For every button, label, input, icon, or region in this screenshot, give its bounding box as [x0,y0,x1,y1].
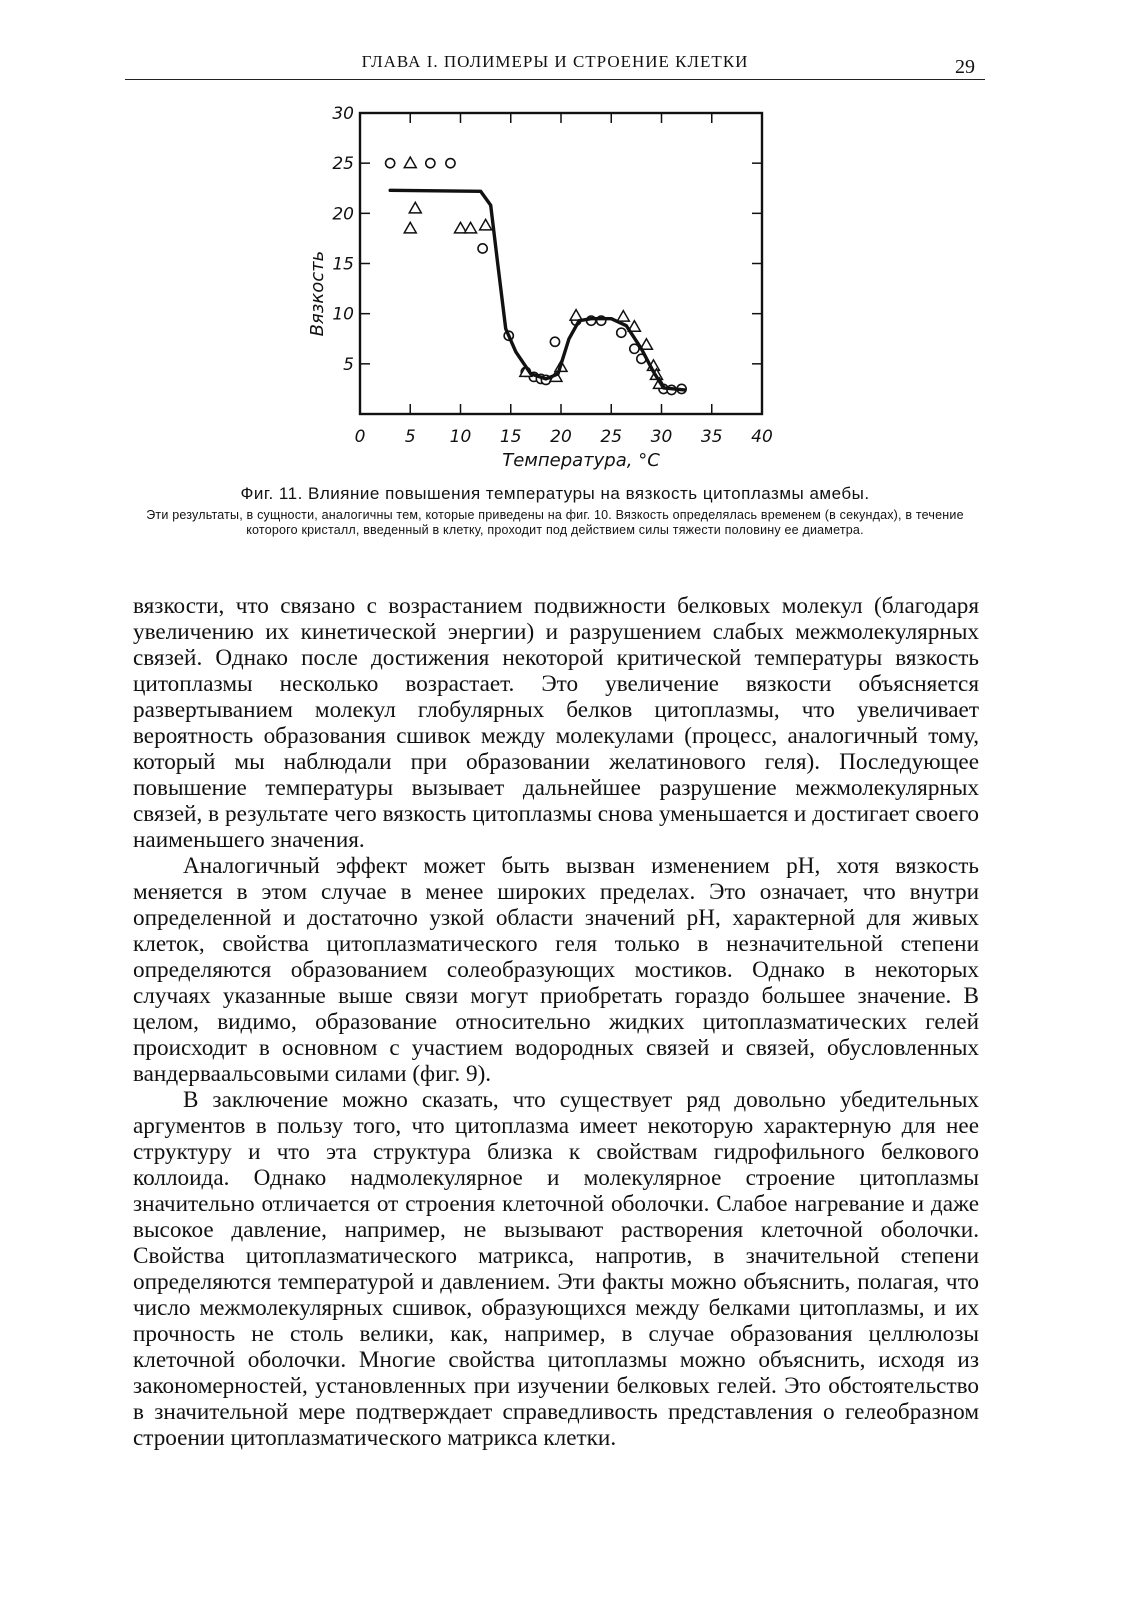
x-tick-label: 40 [751,427,773,447]
paragraph-2: Аналогичный эффект может быть вызван изменением pH, хотя вязкость меняется в этом случае в менее широких пределах. Это означает, что внутри определенной и достаточно узкой области значений pH, характерной для живых клеток, свойства цитоплазматического геля только в незначительной степени определяются образованием солеобразующих мостиков. Однако в некоторых случаях указанные выше связи могут приобретать гораздо большее значение. В целом, видимо, образование относительно жидких цитоплазматических гелей происходит в основном с участием водородных связей и связей, обусловленных вандерваальсовыми силами (фиг. 9). [133,853,979,1087]
running-title: ГЛАВА I. ПОЛИМЕРЫ И СТРОЕНИЕ КЛЕТКИ [361,52,749,71]
caption-label: Фиг. 11. [240,484,303,503]
y-tick-label: 25 [332,154,354,175]
x-tick-label: 15 [499,427,522,447]
x-tick-label: 20 [550,427,572,447]
triangle-point [617,311,629,322]
y-tick-label: 20 [332,204,354,225]
y-tick-label: 10 [332,304,354,325]
y-tick-label: 30 [332,104,354,124]
triangle-point [465,222,477,233]
x-tick-label: 5 [404,427,416,447]
x-axis-label: Температура, °С [502,450,660,471]
header-rule [125,79,985,80]
circle-point [617,328,626,337]
caption-note: Эти результаты, в сущности, аналогичны тем, которые приведены на фиг. 10. Вязкость определялась временем (в секундах), в течение которого кристалл, введенный в клетку, проходит под действием силы тяжести половину ее диаметра. [146,508,964,537]
circle-point [550,337,559,346]
circle-point [478,244,487,253]
triangle-point [570,310,582,321]
page-number: 29 [955,56,975,78]
x-tick-label: 10 [449,427,472,447]
triangle-point [404,157,416,167]
triangle-point [480,219,492,230]
body-text [133,593,979,1451]
x-tick-label: 25 [600,427,623,447]
circle-point [446,159,455,168]
y-tick-label: 5 [343,354,354,375]
paragraph-3: В заключение можно сказать, что существует ряд довольно убедительных аргументов в пользу того, что цитоплазма имеет некоторую характерную для нее структуру и что эта структура близка к свойствам гидрофильного белкового коллоида. Однако надмолекулярное и молекулярное строение цитоплазмы значительно отличается от строения клеточной оболочки. Слабое нагревание и даже высокое давление, например, не вызывают растворения клеточной оболочки. Свойства цитоплазматического матрикса, напротив, в значительной степени определяются температурой и давлением. Эти факты можно объяснить, полагая, что число межмолекулярных сшивок, образующихся между белками цитоплазмы, и их прочность не столь велики, как, например, в случае образования целлюлозы клеточной оболочки. Многие свойства цитоплазмы можно объяснить, исходя из закономерностей, установленных при изучении белковых гелей. Это обстоятельство в значительной мере подтверждает справедливость представления о гелеобразном строении цитоплазматического матрикса клетки. [133,1087,979,1451]
paragraph-1: вязкости, что связано с возрастанием подвижности белковых молекул (благодаря увеличению их кинетической энергии) и разрушением слабых межмолекулярных связей. Однако после достижения некоторой критической температуры вязкость цитоплазмы несколько возрастает. Это увеличение вязкости объясняется развертыванием молекул глобулярных белков цитоплазмы, что увеличивает вероятность образования сшивок между молекулами (процесс, аналогичный тому, который мы наблюдали при образовании желатинового геля). Последующее повышение температуры вызывает дальнейшее разрушение межмолекулярных связей, в результате чего вязкость цитоплазмы снова уменьшается и достигает своего наименьшего значения. [133,593,979,853]
viscosity-temperature-chart [300,100,820,480]
figure-caption [125,484,985,538]
caption-title: Влияние повышения температуры на вязкость цитоплазмы амебы. [308,484,870,503]
x-tick-label: 0 [354,427,366,447]
triangle-point [409,202,421,213]
triangle-point [404,222,416,233]
y-tick-label: 15 [332,254,354,275]
circle-point [386,159,395,168]
circle-point [426,159,435,168]
x-tick-label: 30 [650,427,673,447]
y-axis-label: Вязкость [307,250,328,337]
caption-title-line [125,484,985,504]
x-tick-label: 35 [700,427,723,447]
running-header [125,52,985,80]
